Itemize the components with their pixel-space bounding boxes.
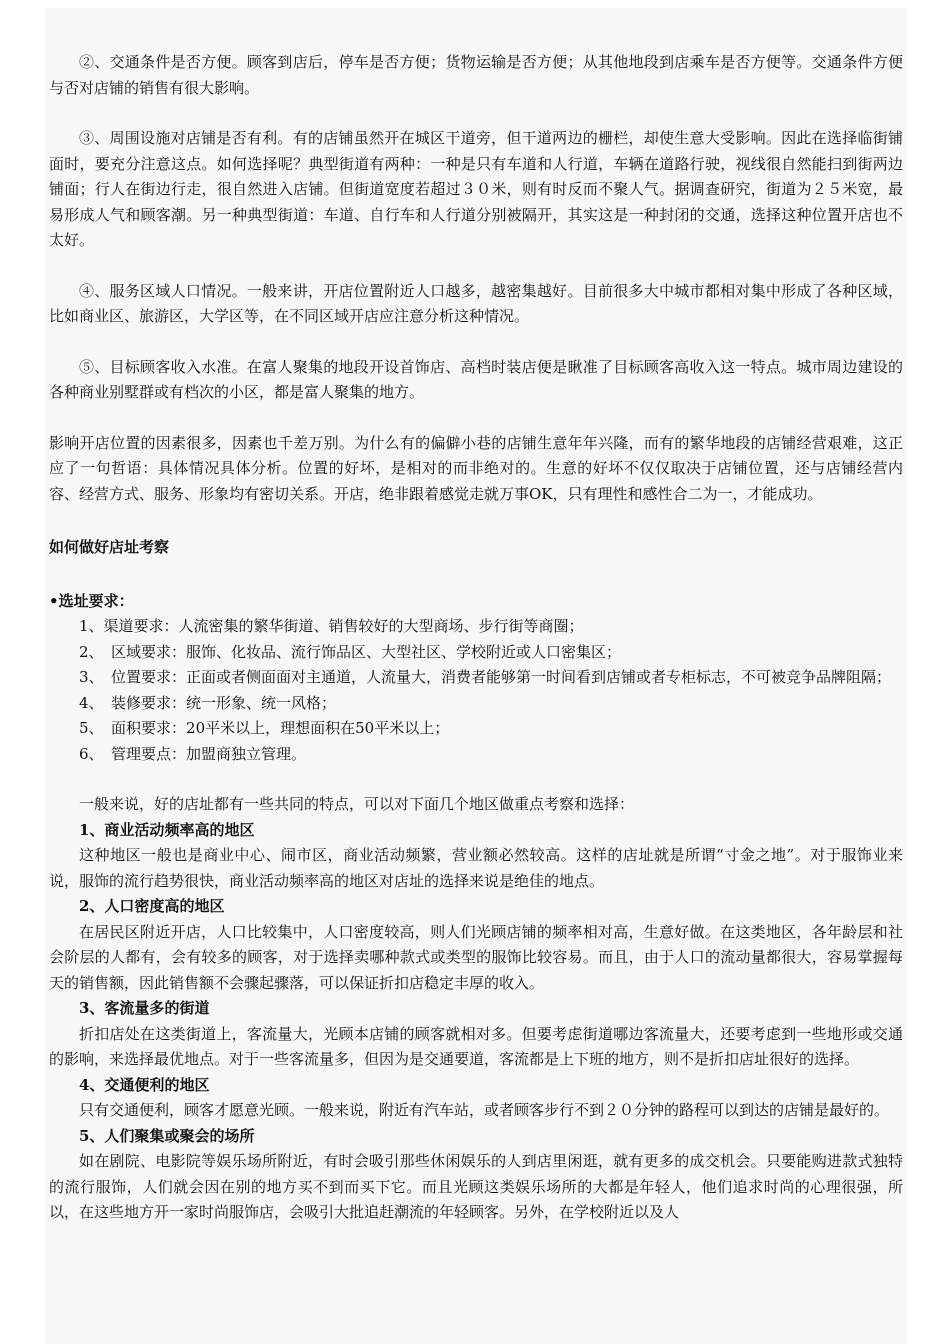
area-heading: 4、交通便利的地区 — [79, 1075, 210, 1094]
area-body: 如在剧院、电影院等娱乐场所附近，有时会吸引那些休闲娱乐的人到店里闲逛，就有更多的成交机会。只要能购进款式独特的流行服饰，人们就会因在别的地方买不到而买下它。而且光顾这类娱乐场所的大都是年轻人，他们追求时尚的心理很强，所以，在这些地方开一家时尚服饰店，会吸引大批追赶潮流的年轻顾客。另外，在学校附近以及人 — [49, 1152, 903, 1221]
document-body — [45, 8, 907, 1344]
area-body: 这种地区一般也是商业中心、闹市区，商业活动频繁，营业额必然较高。这样的店址就是所谓“寸金之地”。对于服饰业来说，服饰的流行趋势很快，商业活动频率高的地区对店址的选择来说是绝佳的地点。 — [49, 846, 903, 890]
paragraph-traffic: ②、交通条件是否方便。顾客到店后，停车是否方便；货物运输是否方便；从其他地段到店乘车是否方便等。交通条件方便与否对店铺的销售有很大影响。 — [49, 53, 903, 97]
paragraph-facilities: ③、周围设施对店铺是否有利。有的店铺虽然开在城区干道旁，但干道两边的栅栏，却使生意大受影响。因此在选择临街铺面时，要充分注意这点。如何选择呢？典型街道有两种：一种是只有车道和人行道，车辆在道路行驶，视线很自然能扫到街两边铺面；行人在街边行走，很自然进入店铺。但街道宽度若超过３０米，则有时反而不聚人气。据调查研究，街道为２５米宽，最易形成人气和顾客潮。另一种典型街道：车道、自行车和人行道分别被隔开，其实这是一种封闭的交通，选择这种位置开店也不太好。 — [49, 129, 903, 249]
section-title: 如何做好店址考察 — [49, 538, 170, 556]
paragraph-summary: 影响开店位置的因素很多，因素也千差万别。为什么有的偏僻小巷的店铺生意年年兴隆，而有的繁华地段的店铺经营艰难，这正应了一句哲语：具体情况具体分析。位置的好坏，是相对的而非绝对的。生意的好坏不仅仅取决于店铺位置，还与店铺经营内容、经营方式、服务、形象均有密切关系。开店，绝非跟着感觉走就万事OK，只有理性和感性合二为一，才能成功。 — [49, 433, 903, 503]
requirement-item: 2、 区域要求：服饰、化妆品、流行饰品区、大型社区、学校附近或人口密集区； — [79, 642, 622, 661]
paragraph-income: ⑤、目标顾客收入水准。在富人聚集的地段开设首饰店、高档时装店便是瞅准了目标顾客高收入这一特点。城市周边建设的各种商业别墅群或有档次的小区，都是富人聚集的地方。 — [49, 357, 903, 401]
area-body: 在居民区附近开店，人口比较集中，人口密度较高，则人们光顾店铺的频率相对高，生意好做。在这类地区，各年龄层和社会阶层的人都有，会有较多的顾客，对于选择卖哪种款式或类型的服饰比较容易。而且，由于人口的流动量都很大，容易掌握每天的销售额，因此销售额不会骤起骤落，可以保证折扣店稳定丰厚的收入。 — [49, 922, 903, 992]
requirement-item: 4、 装修要求：统一形象、统一风格； — [79, 693, 337, 712]
requirement-item: 6、 管理要点：加盟商独立管理。 — [79, 744, 307, 763]
requirement-item: 5、 面积要求：20平米以上，理想面积在50平米以上； — [79, 719, 450, 737]
area-heading: 1、商业活动频率高的地区 — [79, 820, 255, 839]
area-heading: 2、人口密度高的地区 — [79, 897, 225, 915]
requirement-item: 1、渠道要求：人流密集的繁华街道、销售较好的大型商场、步行街等商圈； — [79, 617, 584, 635]
area-body: 折扣店处在这类街道上，客流量大，光顾本店铺的顾客就相对多。但要考虑街道哪边客流量大，还要考虑到一些地形或交通的影响，来选择最优地点。对于一些客流量多，但因为是交通要道，客流都是上下班的地方，则不是折扣店址很好的选择。 — [49, 1024, 903, 1068]
requirements-title: •选址要求： — [49, 591, 134, 610]
requirement-item-position: 3、 位置要求：正面或者侧面面对主通道，人流量大，消费者能够第一时间看到店铺或者专柜标志，不可被竞争品牌阻隔； — [79, 668, 892, 686]
paragraph-population: ④、服务区域人口情况。一般来讲，开店位置附近人口越多，越密集越好。目前很多大中城市都相对集中形成了各种区域，比如商业区、旅游区，大学区等，在不同区域开店应注意分析这种情况。 — [49, 281, 903, 325]
area-heading: 5、人们聚集或聚会的场所 — [79, 1126, 255, 1145]
area-body: 只有交通便利，顾客才愿意光顾。一般来说，附近有汽车站，或者顾客步行不到２０分钟的路程可以到达的店铺是最好的。 — [79, 1101, 890, 1119]
areas-intro: 一般来说，好的店址都有一些共同的特点，可以对下面几个地区做重点考察和选择： — [79, 795, 635, 813]
area-heading: 3、客流量多的街道 — [79, 999, 210, 1017]
